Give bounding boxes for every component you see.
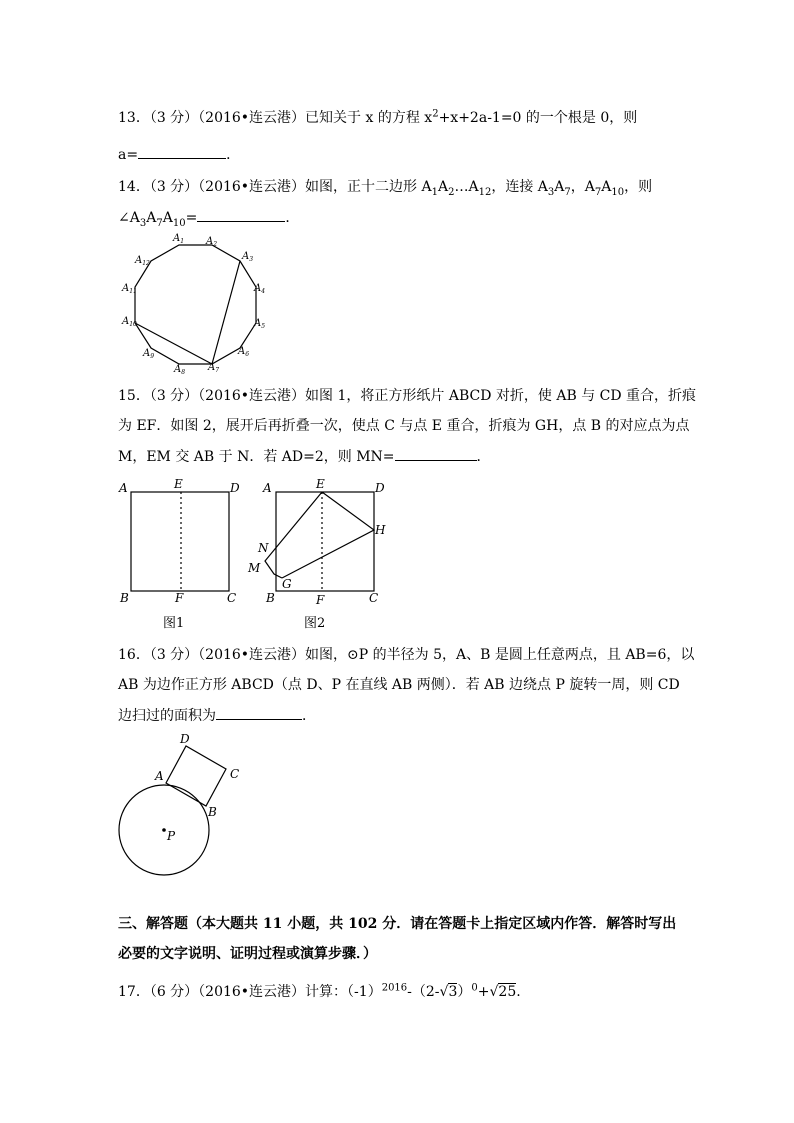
answer-blank [197,207,285,222]
label-a: A [263,481,272,495]
label-h: H [375,523,386,537]
sqrt-symbol: √ [439,984,449,1000]
folded-edge-em [265,492,322,578]
label-a7: $A_7$ [208,362,220,374]
label-a3: $A_3$ [242,251,254,263]
label-d: D [375,481,385,495]
dodecagon-figure [118,228,278,378]
label-f: F [175,591,184,605]
label-a: A [119,481,128,495]
circle-square-figure [114,728,254,888]
segment-a3-a7 [212,261,240,364]
figure-1-caption: 图1 [163,616,185,631]
label-d: D [230,481,240,495]
answer-blank [216,705,302,720]
label-b: B [266,591,275,605]
label-a8: $A_8$ [174,364,186,376]
label-c: C [227,591,237,605]
q15-line3: M，EM 交 AB 于 N．若 AD=2，则 MN= ． [118,446,491,467]
label-m: M [248,561,261,575]
label-a1: $A_1$ [173,233,185,245]
label-a9: $A_9$ [143,348,155,360]
figure-2-caption: 图2 [304,616,326,631]
answer-blank [138,144,226,159]
q16-line3: 边扫过的面积为 ． [118,705,316,726]
q13-line2: a= ． [118,144,240,165]
label-e: E [316,477,325,491]
q13-line1: 13．（3 分）（2016•连云港）已知关于 x 的方程 $x^2+x+2a-1=0$ 的一个根是 0，则 [118,108,638,126]
label-f: F [316,593,325,607]
q15-line2: 为 EF．如图 2，展开后再折叠一次，使点 C 与点 E 重合，折痕为 GH，点 B 的对应点为点 [118,418,690,434]
figure-1-square [116,478,246,606]
q17-line: 17．（6 分）（2016•连云港）计算：$(-1)^{2016}-(2-√3)^0+√25$. [118,982,521,1000]
section-3-heading-line2: 必要的文字说明、证明过程或演算步骤．） [118,946,377,962]
center-point [162,828,166,832]
label-g: G [282,577,292,591]
square-abcd [166,746,226,806]
label-c: C [369,591,379,605]
square-abcd [131,492,229,591]
label-d: D [180,732,190,746]
q15-line1: 15．（3 分）（2016•连云港）如图 1，将正方形纸片 ABCD 对折，使 AB 与 CD 重合，折痕 [118,388,697,404]
sqrt-symbol: √ [489,984,499,1000]
label-b: B [208,805,217,819]
label-a10: $A_{10}$ [122,316,137,328]
label-a2: $A_2$ [206,236,218,248]
section-3-heading-line1: 三、解答题（本大题共 11 小题，共 102 分．请在答题卡上指定区域内作答．解答时写出 [118,916,677,932]
fold-line-gh [282,492,374,578]
label-a4: $A_4$ [254,283,266,295]
q16-line2: AB 为边作正方形 ABCD（点 D、P 在直线 AB 两侧）．若 AB 边绕点 P 旋转一周，则 CD [118,677,680,693]
label-c: C [230,767,240,781]
label-a12: $A_{12}$ [135,255,150,267]
label-b: B [120,591,129,605]
label-a6: $A_6$ [238,346,250,358]
label-p: P [167,829,176,843]
q16-line1: 16．（3 分）（2016•连云港）如图，⊙P 的半径为 5，A、B 是圆上任意两点，且 AB=6，以 [118,647,695,663]
label-e: E [174,478,183,491]
label-a5: $A_5$ [254,318,266,330]
answer-blank [395,446,477,461]
q14-line2: $\angle A_3A_7A_{10}=$ ． [118,207,299,228]
label-a11: $A_{11}$ [122,283,137,295]
figure-2-square [246,474,391,608]
label-n: N [258,541,269,555]
q14-line1: 14．（3 分）（2016•连云港）如图，正十二边形 $A_1A_2\dots A_{12}$，连接 $A_3A_7$，$A_7A_{10}$，则 [118,179,653,198]
label-a: A [155,769,164,783]
